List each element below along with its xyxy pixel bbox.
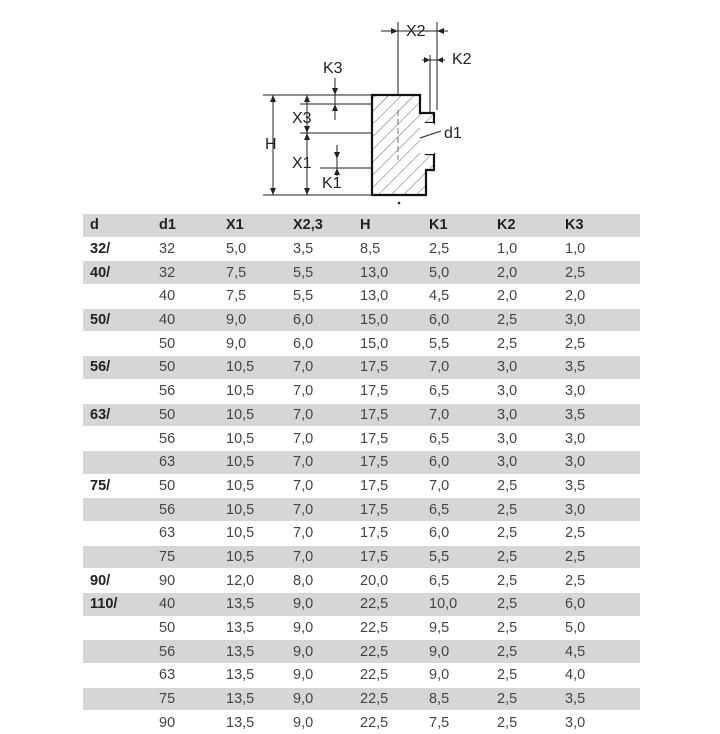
table-row: [83, 403, 640, 427]
cell-k3: 6,0: [558, 593, 640, 617]
cell-k1: 6,5: [422, 379, 490, 403]
cell-d1: 32: [152, 261, 219, 285]
h-label: H: [265, 136, 277, 153]
cell-d1: 50: [152, 616, 219, 640]
cell-d1: 50: [152, 332, 219, 356]
dimensions-table: [83, 213, 640, 734]
cell-k3: 5,0: [558, 616, 640, 640]
cell-x23: 5,5: [286, 285, 353, 309]
cell-k2: 2,5: [490, 569, 558, 593]
cell-d1: 40: [152, 308, 219, 332]
x3-label: X3: [292, 110, 312, 127]
cell-d: [83, 332, 152, 356]
header-k3: K3: [558, 214, 640, 238]
table-row: [83, 332, 640, 356]
table-row: [83, 379, 640, 403]
cell-h: 8,5: [353, 237, 422, 261]
cell-k3: 2,5: [558, 261, 640, 285]
cell-k3: 3,0: [558, 308, 640, 332]
cell-x23: 6,0: [286, 308, 353, 332]
cell-h: 15,0: [353, 308, 422, 332]
cell-d: 56/: [83, 356, 152, 380]
cell-k3: 3,0: [558, 379, 640, 403]
cell-x1: 13,5: [219, 711, 286, 734]
cell-x23: 9,0: [286, 640, 353, 664]
cell-k1: 9,0: [422, 640, 490, 664]
cell-d: [83, 616, 152, 640]
cell-d: [83, 664, 152, 688]
cell-d1: 75: [152, 545, 219, 569]
fitting-socket-cutout: [420, 123, 434, 154]
cell-k2: 2,5: [490, 664, 558, 688]
cell-k1: 6,0: [422, 521, 490, 545]
cell-x23: 7,0: [286, 450, 353, 474]
cell-d: 40/: [83, 261, 152, 285]
cell-h: 22,5: [353, 711, 422, 734]
cell-x1: 10,5: [219, 474, 286, 498]
cell-d: [83, 285, 152, 309]
cell-d1: 63: [152, 521, 219, 545]
cell-d1: 32: [152, 237, 219, 261]
cell-k2: 2,5: [490, 474, 558, 498]
cell-x1: 9,0: [219, 308, 286, 332]
cell-h: 20,0: [353, 569, 422, 593]
cell-k3: 1,0: [558, 237, 640, 261]
cell-h: 17,5: [353, 474, 422, 498]
cell-k2: 1,0: [490, 237, 558, 261]
header-d: d: [83, 214, 152, 238]
cell-x1: 10,5: [219, 356, 286, 380]
table-row: [83, 687, 640, 711]
cell-k1: 5,5: [422, 332, 490, 356]
cell-h: 22,5: [353, 687, 422, 711]
cell-k3: 3,0: [558, 427, 640, 451]
cell-x1: 10,5: [219, 427, 286, 451]
cell-h: 17,5: [353, 379, 422, 403]
table-row: [83, 521, 640, 545]
cell-x1: 10,5: [219, 545, 286, 569]
cell-d1: 63: [152, 450, 219, 474]
cell-k2: 3,0: [490, 427, 558, 451]
cell-x1: 10,5: [219, 521, 286, 545]
cell-d: 110/: [83, 593, 152, 617]
header-k2: K2: [490, 214, 558, 238]
k3-label: K3: [323, 60, 343, 77]
cell-k3: 3,5: [558, 474, 640, 498]
cell-d: [83, 427, 152, 451]
cell-x23: 7,0: [286, 545, 353, 569]
cell-k2: 2,5: [490, 308, 558, 332]
cell-d: [83, 498, 152, 522]
cell-d1: 50: [152, 356, 219, 380]
cell-d1: 56: [152, 427, 219, 451]
cell-d: 32/: [83, 237, 152, 261]
cell-d1: 50: [152, 403, 219, 427]
cell-x23: 9,0: [286, 687, 353, 711]
cell-x1: 7,5: [219, 285, 286, 309]
cell-k1: 6,5: [422, 498, 490, 522]
cell-d1: 40: [152, 593, 219, 617]
cell-k3: 2,5: [558, 545, 640, 569]
cell-x23: 3,5: [286, 237, 353, 261]
cell-h: 13,0: [353, 285, 422, 309]
k1-label: K1: [322, 175, 342, 192]
cell-x23: 7,0: [286, 356, 353, 380]
cell-k1: 5,5: [422, 545, 490, 569]
cell-d: 75/: [83, 474, 152, 498]
cell-k3: 3,5: [558, 403, 640, 427]
cell-k2: 3,0: [490, 450, 558, 474]
cell-x1: 10,5: [219, 450, 286, 474]
k2-label: K2: [452, 51, 472, 68]
cell-d1: 40: [152, 285, 219, 309]
cell-d: [83, 450, 152, 474]
table-row: [83, 616, 640, 640]
cell-k1: 2,5: [422, 237, 490, 261]
cell-k3: 3,5: [558, 356, 640, 380]
cell-x23: 9,0: [286, 664, 353, 688]
cell-k1: 7,0: [422, 474, 490, 498]
cell-k1: 4,5: [422, 285, 490, 309]
cell-k1: 6,5: [422, 427, 490, 451]
cell-d1: 50: [152, 474, 219, 498]
cell-x1: 10,5: [219, 379, 286, 403]
fitting-cross-section-diagram: [0, 0, 720, 215]
header-x23: X2,3: [286, 214, 353, 238]
cell-d1: 56: [152, 640, 219, 664]
cell-d1: 90: [152, 711, 219, 734]
cell-k1: 9,5: [422, 616, 490, 640]
cell-x1: 13,5: [219, 687, 286, 711]
cell-k1: 6,5: [422, 569, 490, 593]
header-h: H: [353, 214, 422, 238]
cell-x1: 13,5: [219, 616, 286, 640]
cell-d: [83, 521, 152, 545]
cell-h: 17,5: [353, 427, 422, 451]
cell-d: [83, 545, 152, 569]
cell-k3: 3,0: [558, 711, 640, 734]
table-row: [83, 711, 640, 734]
cell-k2: 2,5: [490, 521, 558, 545]
table-header-row: [83, 214, 640, 238]
cell-k2: 3,0: [490, 356, 558, 380]
table-row: [83, 427, 640, 451]
cell-x1: 7,5: [219, 261, 286, 285]
x1-label: X1: [292, 155, 312, 172]
cell-h: 17,5: [353, 450, 422, 474]
cell-k3: 4,0: [558, 664, 640, 688]
cell-d1: 90: [152, 569, 219, 593]
cell-x23: 5,5: [286, 261, 353, 285]
cell-x1: 10,5: [219, 498, 286, 522]
cell-h: 17,5: [353, 545, 422, 569]
cell-d: [83, 640, 152, 664]
table-row: [83, 498, 640, 522]
cell-d: [83, 687, 152, 711]
cell-k2: 2,5: [490, 640, 558, 664]
cell-k3: 2,5: [558, 521, 640, 545]
header-k1: K1: [422, 214, 490, 238]
cell-x1: 10,5: [219, 403, 286, 427]
table-row: [83, 545, 640, 569]
cell-d1: 63: [152, 664, 219, 688]
d1-label: d1: [444, 125, 462, 142]
cell-h: 15,0: [353, 332, 422, 356]
cell-x23: 7,0: [286, 521, 353, 545]
cell-h: 17,5: [353, 403, 422, 427]
cell-x23: 9,0: [286, 616, 353, 640]
cell-d1: 56: [152, 498, 219, 522]
cell-x23: 7,0: [286, 498, 353, 522]
cell-x23: 6,0: [286, 332, 353, 356]
cell-h: 17,5: [353, 498, 422, 522]
table-row: [83, 474, 640, 498]
table-row: [83, 640, 640, 664]
cell-k3: 2,5: [558, 332, 640, 356]
cell-d: 90/: [83, 569, 152, 593]
cell-k1: 9,0: [422, 664, 490, 688]
cell-x1: 13,5: [219, 640, 286, 664]
cell-h: 22,5: [353, 593, 422, 617]
table-row: [83, 285, 640, 309]
cell-k1: 6,0: [422, 450, 490, 474]
cell-k1: 8,5: [422, 687, 490, 711]
table-row: [83, 593, 640, 617]
cell-k2: 3,0: [490, 403, 558, 427]
cell-x1: 9,0: [219, 332, 286, 356]
cell-k3: 2,5: [558, 569, 640, 593]
x2-label: X2: [406, 23, 426, 40]
cell-k3: 3,0: [558, 450, 640, 474]
cell-d1: 75: [152, 687, 219, 711]
cell-d1: 56: [152, 379, 219, 403]
cell-k2: 2,5: [490, 498, 558, 522]
table-row: [83, 450, 640, 474]
cell-x23: 8,0: [286, 569, 353, 593]
cell-k1: 6,0: [422, 308, 490, 332]
table-row: [83, 664, 640, 688]
cell-k1: 5,0: [422, 261, 490, 285]
cell-h: 17,5: [353, 356, 422, 380]
cell-k2: 2,5: [490, 711, 558, 734]
table-row: [83, 569, 640, 593]
cell-k1: 10,0: [422, 593, 490, 617]
cell-k2: 2,0: [490, 285, 558, 309]
cell-x23: 9,0: [286, 593, 353, 617]
cell-d: 50/: [83, 308, 152, 332]
cell-h: 22,5: [353, 640, 422, 664]
table-row: [83, 237, 640, 261]
cell-x1: 5,0: [219, 237, 286, 261]
cell-k2: 2,5: [490, 593, 558, 617]
cell-d: [83, 379, 152, 403]
cell-k2: 3,0: [490, 379, 558, 403]
cell-k3: 2,0: [558, 285, 640, 309]
cell-h: 22,5: [353, 664, 422, 688]
cell-k1: 7,0: [422, 403, 490, 427]
table-body: [83, 237, 640, 734]
cell-k2: 2,5: [490, 616, 558, 640]
cell-h: 13,0: [353, 261, 422, 285]
header-d1: d1: [152, 214, 219, 238]
table-row: [83, 308, 640, 332]
table-row: [83, 356, 640, 380]
cell-k2: 2,5: [490, 545, 558, 569]
cell-k1: 7,0: [422, 356, 490, 380]
cell-x23: 7,0: [286, 474, 353, 498]
cell-x1: 13,5: [219, 664, 286, 688]
cell-x1: 13,5: [219, 593, 286, 617]
cell-h: 22,5: [353, 616, 422, 640]
cell-x23: 7,0: [286, 403, 353, 427]
cell-x23: 9,0: [286, 711, 353, 734]
table-row: [83, 261, 640, 285]
cell-k2: 2,0: [490, 261, 558, 285]
cell-k3: 3,5: [558, 687, 640, 711]
cell-d: [83, 711, 152, 734]
cell-k3: 4,5: [558, 640, 640, 664]
cell-k3: 3,0: [558, 498, 640, 522]
cell-d: 63/: [83, 403, 152, 427]
cell-x23: 7,0: [286, 427, 353, 451]
cell-k1: 7,5: [422, 711, 490, 734]
cell-x23: 7,0: [286, 379, 353, 403]
header-x1: X1: [219, 214, 286, 238]
cell-k2: 2,5: [490, 687, 558, 711]
cell-x1: 12,0: [219, 569, 286, 593]
cell-k2: 2,5: [490, 332, 558, 356]
cell-h: 17,5: [353, 521, 422, 545]
